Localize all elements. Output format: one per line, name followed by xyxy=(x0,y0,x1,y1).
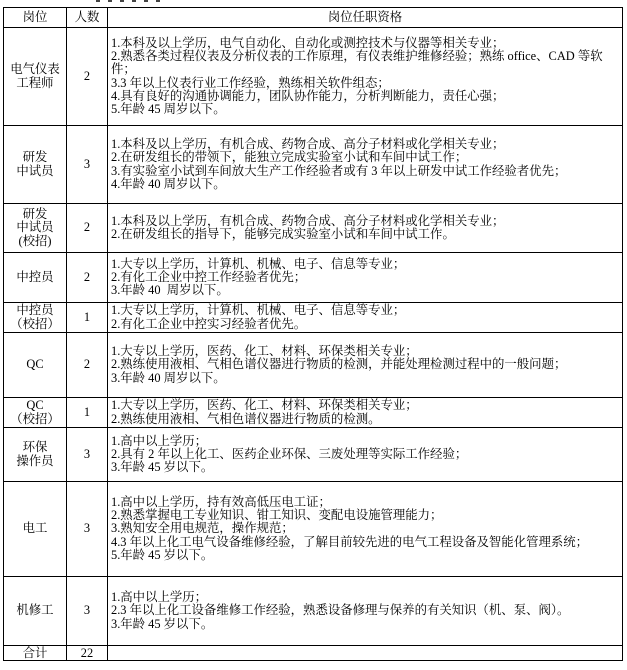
count-cell: 3 xyxy=(67,577,108,646)
position-cell xyxy=(4,28,67,126)
position-line: 研发 xyxy=(22,207,48,222)
qualification-item: 4.3 年以上化工电气设备维修经验，了解目前较先进的电气工程设备及智能化管理系统； xyxy=(111,534,589,549)
position-line: 电气仪表 xyxy=(10,62,60,77)
position-cell xyxy=(4,577,67,646)
qualification-item: 4.具有良好的沟通协调能力，团队协作能力，分析判断能力，责任心强； xyxy=(111,88,505,103)
table-row xyxy=(4,126,623,204)
count-cell: 2 xyxy=(67,28,108,126)
position-cell xyxy=(4,303,67,333)
qualification-item: 5.年龄 45 周岁以下。 xyxy=(111,102,226,117)
qualification-item: 2.熟悉掌握电工专业知识、钳工知识、变配电设施管理能力； xyxy=(111,508,443,523)
qualifications-cell xyxy=(108,126,623,204)
position-cell xyxy=(4,398,67,428)
count-cell: 3 xyxy=(67,482,108,577)
total-qualifications-cell xyxy=(108,646,623,661)
position-line: 中控员 xyxy=(16,269,54,284)
qualification-item: 4.年龄 40 周岁以下。 xyxy=(111,176,226,191)
position-line: QC xyxy=(26,398,44,413)
qualifications-cell xyxy=(108,303,623,333)
qualification-item: 2.有化工企业中控工作经验者优先； xyxy=(111,269,307,284)
position-line: QC xyxy=(26,357,44,372)
position-line: 工程师 xyxy=(16,75,54,90)
qualifications-cell xyxy=(108,253,623,303)
table-header-row xyxy=(4,8,623,28)
position-cell xyxy=(4,333,67,398)
qualification-item: 2.3 年以上化工设备维修工作经验，熟悉设备修理与保养的有关知识（机、泵、阀）。 xyxy=(111,603,570,618)
position-cell xyxy=(4,482,67,577)
qualifications-cell xyxy=(108,204,623,253)
qualification-item: 2.在研发组长的指导下，能够完成实验室小试和车间中试工作。 xyxy=(111,227,455,241)
count-cell: 3 xyxy=(67,126,108,204)
total-row xyxy=(4,646,623,661)
qualification-item: 1.本科及以上学历，有机合成、药物合成、高分子材料或化学相关专业； xyxy=(111,136,505,151)
qualification-item: 5.年龄 45 岁以下。 xyxy=(111,547,214,562)
position-line: (校招) xyxy=(18,233,52,248)
position-line: 电工 xyxy=(22,521,48,536)
position-line: 环保 xyxy=(22,440,48,455)
header-qualifications: 岗位任职资格 xyxy=(108,8,623,28)
count-cell: 3 xyxy=(67,428,108,482)
count-cell: 1 xyxy=(67,303,108,333)
qualification-item: 1.本科及以上学历，电气自动化、自动化或测控技术与仪器等相关专业； xyxy=(111,35,505,50)
total-label: 合计 xyxy=(4,646,67,661)
position-line: 研发 xyxy=(22,150,48,165)
qualification-item: 3.熟知安全用电规范，操作规范； xyxy=(111,521,294,536)
qualifications-cell xyxy=(108,333,623,398)
qualification-item: 2.有化工企业中控实习经验者优先。 xyxy=(111,316,307,331)
table-row xyxy=(4,28,623,126)
qualification-item: 2.熟练使用液相、气相色谱仪器进行物质的检测，并能处理检测过程中的一般问题； xyxy=(111,357,567,372)
job-qualifications-table xyxy=(3,7,623,661)
qualification-item: 1.大专以上学历，计算机、机械、电子、信息等专业； xyxy=(111,256,406,271)
qualification-item: 3.年龄 40 周岁以下。 xyxy=(111,283,229,298)
table-row xyxy=(4,204,623,253)
position-cell xyxy=(4,253,67,303)
count-cell: 2 xyxy=(67,253,108,303)
qualification-item: 3.年龄 45 岁以下。 xyxy=(111,616,214,631)
position-line: 操作员 xyxy=(16,453,54,468)
position-line: 机修工 xyxy=(16,603,54,618)
qualification-item: 1.高中以上学历，持有效高低压电工证； xyxy=(111,494,331,509)
qualification-item: 2.在研发组长的带领下，能独立完成实验室小试和车间中试工作； xyxy=(111,150,468,165)
position-line: 中试员 xyxy=(16,220,54,235)
table-row xyxy=(4,333,623,398)
qualifications-cell xyxy=(108,398,623,428)
table-row xyxy=(4,577,623,646)
position-line: （校招） xyxy=(10,316,60,331)
header-position: 岗位 xyxy=(4,8,67,28)
qualification-item: 1.大专以上学历，计算机、机械、电子、信息等专业； xyxy=(111,303,406,318)
table-row xyxy=(4,428,623,482)
qualifications-cell xyxy=(108,577,623,646)
qualification-item: 2.具有 2 年以上化工、医药企业环保、三废处理等实际工作经验； xyxy=(111,446,468,461)
qualification-item: 1.本科及以上学历，有机合成、药物合成、高分子材料或化学相关专业； xyxy=(111,213,505,228)
qualification-item: 3.3 年以上仪表行业工作经验，熟练相关软件组态； xyxy=(111,75,390,90)
qualification-item: 1.高中以上学历； xyxy=(111,590,208,605)
qualifications-cell xyxy=(108,482,623,577)
cropped-text-remnant xyxy=(96,0,162,2)
qualifications-cell xyxy=(108,28,623,126)
position-cell xyxy=(4,204,67,253)
position-line: 中控员 xyxy=(16,303,54,318)
position-cell xyxy=(4,126,67,204)
table-row xyxy=(4,303,623,333)
qualifications-cell xyxy=(108,428,623,482)
qualification-item: 3.年龄 40 周岁以下。 xyxy=(111,370,226,385)
qualification-item: 1.高中以上学历； xyxy=(111,433,208,448)
qualification-item: 2.熟悉各类过程仪表及分析仪表的工作原理，有仪表维护维修经验；熟练 office、CAD 等软件； xyxy=(111,48,603,77)
qualification-item: 1.大专以上学历，医药、化工、材料、环保类相关专业； xyxy=(111,344,418,359)
table-row xyxy=(4,253,623,303)
table-row xyxy=(4,398,623,428)
qualification-item: 1.大专以上学历，医药、化工、材料、环保类相关专业； xyxy=(111,398,418,413)
position-cell xyxy=(4,428,67,482)
qualification-item: 2.熟练使用液相、气相色谱仪器进行物质的检测。 xyxy=(111,411,381,426)
position-line: 中试员 xyxy=(16,163,54,178)
qualification-item: 3.年龄 45 岁以下。 xyxy=(111,460,214,475)
count-cell: 2 xyxy=(67,333,108,398)
total-count: 22 xyxy=(67,646,108,661)
count-cell: 1 xyxy=(67,398,108,428)
header-count: 人数 xyxy=(67,8,108,28)
qualification-item: 3.有实验室小试到车间放大生产工作经验者或有 3 年以上研发中试工作经验者优先； xyxy=(111,163,567,178)
table-row xyxy=(4,482,623,577)
position-line: （校招） xyxy=(10,411,60,426)
count-cell: 2 xyxy=(67,204,108,253)
